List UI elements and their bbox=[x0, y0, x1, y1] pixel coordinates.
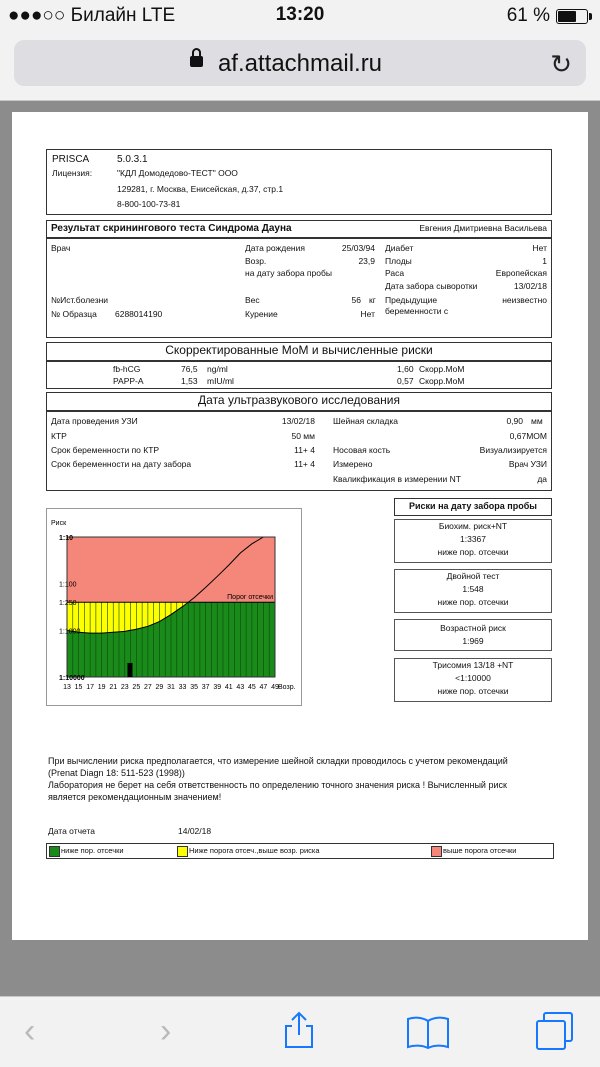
x-tick-label: 33 bbox=[178, 684, 187, 691]
uzi-table bbox=[46, 411, 552, 491]
ktr-value: 50 мм bbox=[291, 431, 315, 441]
risk-value: <1:10000 bbox=[455, 673, 491, 683]
patient-name: Евгения Дмитриевна Васильева bbox=[419, 223, 547, 233]
risk-item bbox=[394, 519, 552, 563]
legend-swatch-low bbox=[49, 846, 60, 857]
nose-label: Носовая кость bbox=[333, 445, 391, 455]
weight-unit: кг bbox=[369, 295, 376, 305]
age-label2: на дату забора пробы bbox=[245, 268, 332, 278]
x-tick-label: 39 bbox=[213, 684, 222, 691]
diabetes-label: Диабет bbox=[385, 243, 414, 253]
status-time: 13:20 bbox=[275, 4, 325, 25]
diabetes-value: Нет bbox=[532, 243, 547, 253]
uzi-date-label: Дата проведения УЗИ bbox=[51, 416, 138, 426]
y-tick-label: 1:1000 bbox=[59, 628, 81, 636]
report-date-label: Дата отчета bbox=[48, 826, 96, 836]
risks-header bbox=[394, 498, 552, 516]
risks-title: Риски на дату забора пробы bbox=[409, 501, 537, 511]
risk-value: 1:548 bbox=[462, 584, 484, 594]
risk-item bbox=[394, 569, 552, 613]
prev-value: неизвестно bbox=[502, 295, 547, 305]
sample-value: 6288014190 bbox=[115, 309, 163, 319]
x-tick-label: 13 bbox=[63, 684, 71, 691]
qual-value: да bbox=[537, 474, 547, 484]
forward-icon[interactable]: › bbox=[160, 1012, 172, 1050]
nt-label: Шейная складка bbox=[333, 416, 398, 426]
measured-value: Врач УЗИ bbox=[508, 459, 547, 469]
battery-indicator bbox=[507, 5, 588, 27]
risk-value: 1:3367 bbox=[460, 534, 486, 544]
browser-header bbox=[0, 34, 600, 101]
qual-label: Кваликфикация в измерении NT bbox=[333, 474, 461, 484]
patient-marker bbox=[127, 663, 132, 677]
patient-info bbox=[46, 238, 552, 338]
x-tick-label: 29 bbox=[155, 684, 164, 691]
fetus-label: Плоды bbox=[385, 256, 412, 266]
share-icon[interactable] bbox=[282, 1011, 316, 1049]
weight-label: Вес bbox=[245, 295, 260, 305]
reload-icon[interactable]: ↻ bbox=[550, 49, 572, 79]
birth-value: 25/03/94 bbox=[341, 243, 375, 253]
x-tick-label: 25 bbox=[132, 684, 141, 691]
mom-header bbox=[46, 342, 552, 361]
fetus-value: 1 bbox=[542, 256, 547, 266]
doctor-label: Врач bbox=[51, 243, 71, 253]
smoking-value: Нет bbox=[360, 309, 375, 319]
birth-label: Дата рождения bbox=[245, 243, 305, 253]
x-tick-label: 19 bbox=[97, 684, 106, 691]
term-ktr-value: 11+ 4 bbox=[294, 445, 315, 455]
footer-note-1: При вычислении риска предполагается, что измерение шейной складки проводилось с учетом рекомендаций bbox=[48, 756, 508, 766]
legend-label: выше порога отсечки bbox=[443, 846, 517, 855]
mom-row-unit: mIU/ml bbox=[207, 376, 234, 386]
nt-unit: мм bbox=[531, 416, 543, 426]
risk-note: ниже пор. отсечки bbox=[437, 597, 509, 607]
mom-row-name: fb-hCG bbox=[113, 364, 141, 374]
risk-name: Двойной тест bbox=[446, 571, 500, 581]
tabs-icon[interactable] bbox=[534, 1011, 576, 1051]
x-tick-label: 31 bbox=[167, 684, 175, 691]
report-date-value: 14/02/18 bbox=[178, 826, 212, 836]
prev-label: Предыдущие bbox=[385, 295, 438, 305]
program-version: 5.0.3.1 bbox=[117, 154, 148, 165]
serum-value: 13/02/18 bbox=[513, 281, 547, 291]
risk-chart-svg bbox=[47, 509, 301, 705]
race-label: Раса bbox=[385, 268, 405, 278]
ktr-label: КТР bbox=[51, 431, 67, 441]
status-bar bbox=[0, 0, 600, 34]
nt-mom: 0,67МОМ bbox=[509, 431, 547, 441]
mom-row-value: 76,5 bbox=[181, 364, 198, 374]
uzi-header bbox=[46, 392, 552, 411]
x-tick-label: 47 bbox=[259, 684, 268, 691]
weight-value: 56 bbox=[351, 295, 361, 305]
mom-row-mom-label: Скорр.МоМ bbox=[419, 376, 465, 386]
x-tick-label: 43 bbox=[236, 684, 245, 691]
phone: 8-800-100-73-81 bbox=[117, 199, 181, 209]
carrier-label: ●●●○○ Билайн LTE bbox=[8, 5, 176, 26]
address-bar[interactable] bbox=[14, 40, 586, 86]
smoking-label: Курение bbox=[245, 309, 278, 319]
program-name: PRISCA bbox=[52, 154, 90, 165]
y-tick-label: 1:10 bbox=[59, 535, 74, 542]
term-ktr-label: Срок беременности по КТР bbox=[51, 445, 160, 455]
serum-label: Дата забора сыворотки bbox=[385, 281, 478, 291]
nose-value: Визуализируется bbox=[479, 445, 547, 455]
race-value: Европейская bbox=[495, 268, 547, 278]
x-tick-label: 37 bbox=[201, 684, 210, 691]
legend-label: ниже пор. отсечки bbox=[61, 846, 124, 855]
bookmarks-icon[interactable] bbox=[406, 1015, 450, 1049]
measured-label: Измерено bbox=[333, 459, 373, 469]
prev-label2: беременности с bbox=[385, 306, 449, 316]
x-tick-label: 27 bbox=[143, 684, 152, 691]
footer-note-3: Лаборатория не берет на себя ответственность по определению точного значения риска ! Вычисленный риск bbox=[48, 780, 507, 790]
x-tick-label: 23 bbox=[120, 684, 129, 691]
uzi-date-value: 13/02/18 bbox=[281, 416, 315, 426]
mom-table bbox=[46, 361, 552, 389]
license-value: "КДЛ Домодедово-ТЕСТ" ООО bbox=[117, 168, 238, 178]
mom-title: Скорректированные МоМ и вычисленные риски bbox=[165, 343, 433, 357]
high-risk-area bbox=[67, 537, 275, 602]
x-tick-label: 41 bbox=[224, 684, 233, 691]
nt-value: 0,90 bbox=[506, 416, 523, 426]
mom-row-unit: ng/ml bbox=[207, 364, 228, 374]
risk-item bbox=[394, 658, 552, 702]
risk-item bbox=[394, 619, 552, 651]
uzi-title: Дата ультразвукового исследования bbox=[198, 393, 400, 407]
url-text: af.attachmail.ru bbox=[217, 50, 383, 77]
x-axis-label: Возр. bbox=[278, 684, 296, 691]
footer-note-2: (Prenat Diagn 18: 511-523 (1998)) bbox=[48, 768, 185, 778]
back-icon[interactable]: ‹ bbox=[24, 1012, 36, 1050]
result-header bbox=[46, 220, 552, 238]
age-value: 23,9 bbox=[358, 256, 375, 266]
y-axis-label: Риск bbox=[51, 520, 67, 527]
browser-toolbar bbox=[0, 996, 600, 1067]
x-tick-label: 45 bbox=[247, 684, 256, 691]
legend bbox=[46, 843, 554, 859]
battery-icon bbox=[556, 9, 588, 24]
cutoff-label: Порог отсечки bbox=[227, 594, 273, 602]
x-tick-label: 35 bbox=[190, 684, 199, 691]
term-date-label: Срок беременности на дату забора bbox=[51, 459, 192, 469]
x-tick-label: 15 bbox=[74, 684, 83, 691]
term-date-value: 11+ 4 bbox=[294, 459, 315, 469]
legend-swatch-mid bbox=[177, 846, 188, 857]
address: 129281, г. Москва, Енисейская, д.37, стр.1 bbox=[117, 184, 284, 194]
risk-chart bbox=[46, 508, 302, 706]
risk-value: 1:969 bbox=[462, 636, 484, 646]
mom-row-name: PAPP-A bbox=[113, 376, 144, 386]
mom-row-mom-label: Скорр.МоМ bbox=[419, 364, 465, 374]
risk-name: Трисомия 13/18 +NT bbox=[432, 660, 514, 670]
mom-row-value: 1,53 bbox=[181, 376, 198, 386]
history-label: №Ист.болезни bbox=[51, 295, 109, 305]
program-info bbox=[46, 149, 552, 215]
license-label: Лицензия: bbox=[52, 168, 93, 178]
legend-swatch-high bbox=[431, 846, 442, 857]
y-tick-label: 1:100 bbox=[59, 581, 77, 589]
y-tick-label: 1:250 bbox=[59, 600, 77, 608]
risk-name: Биохим. риск+NT bbox=[438, 521, 508, 531]
x-tick-label: 17 bbox=[86, 684, 95, 691]
mom-row-mom: 0,57 bbox=[397, 376, 414, 386]
x-tick-label: 49 bbox=[271, 684, 279, 691]
risk-note: ниже пор. отсечки bbox=[437, 686, 509, 696]
report-page bbox=[12, 112, 588, 940]
x-tick-label: 21 bbox=[109, 684, 118, 691]
risk-note: ниже пор. отсечки bbox=[437, 547, 509, 557]
battery-percent: 61 % bbox=[506, 5, 550, 26]
y-tick-label: 1:10000 bbox=[59, 675, 85, 682]
result-title: Результат скринингового теста Синдрома Дауна bbox=[51, 223, 292, 234]
sample-label: № Образца bbox=[51, 309, 97, 319]
risk-name: Возрастной риск bbox=[440, 623, 506, 633]
legend-label: Ниже порога отсеч.,выше возр. риска bbox=[189, 846, 320, 855]
age-label: Возр. bbox=[245, 256, 267, 266]
mom-row-mom: 1,60 bbox=[397, 364, 414, 374]
footer-note-4: является рекомендационным значением! bbox=[48, 792, 222, 802]
